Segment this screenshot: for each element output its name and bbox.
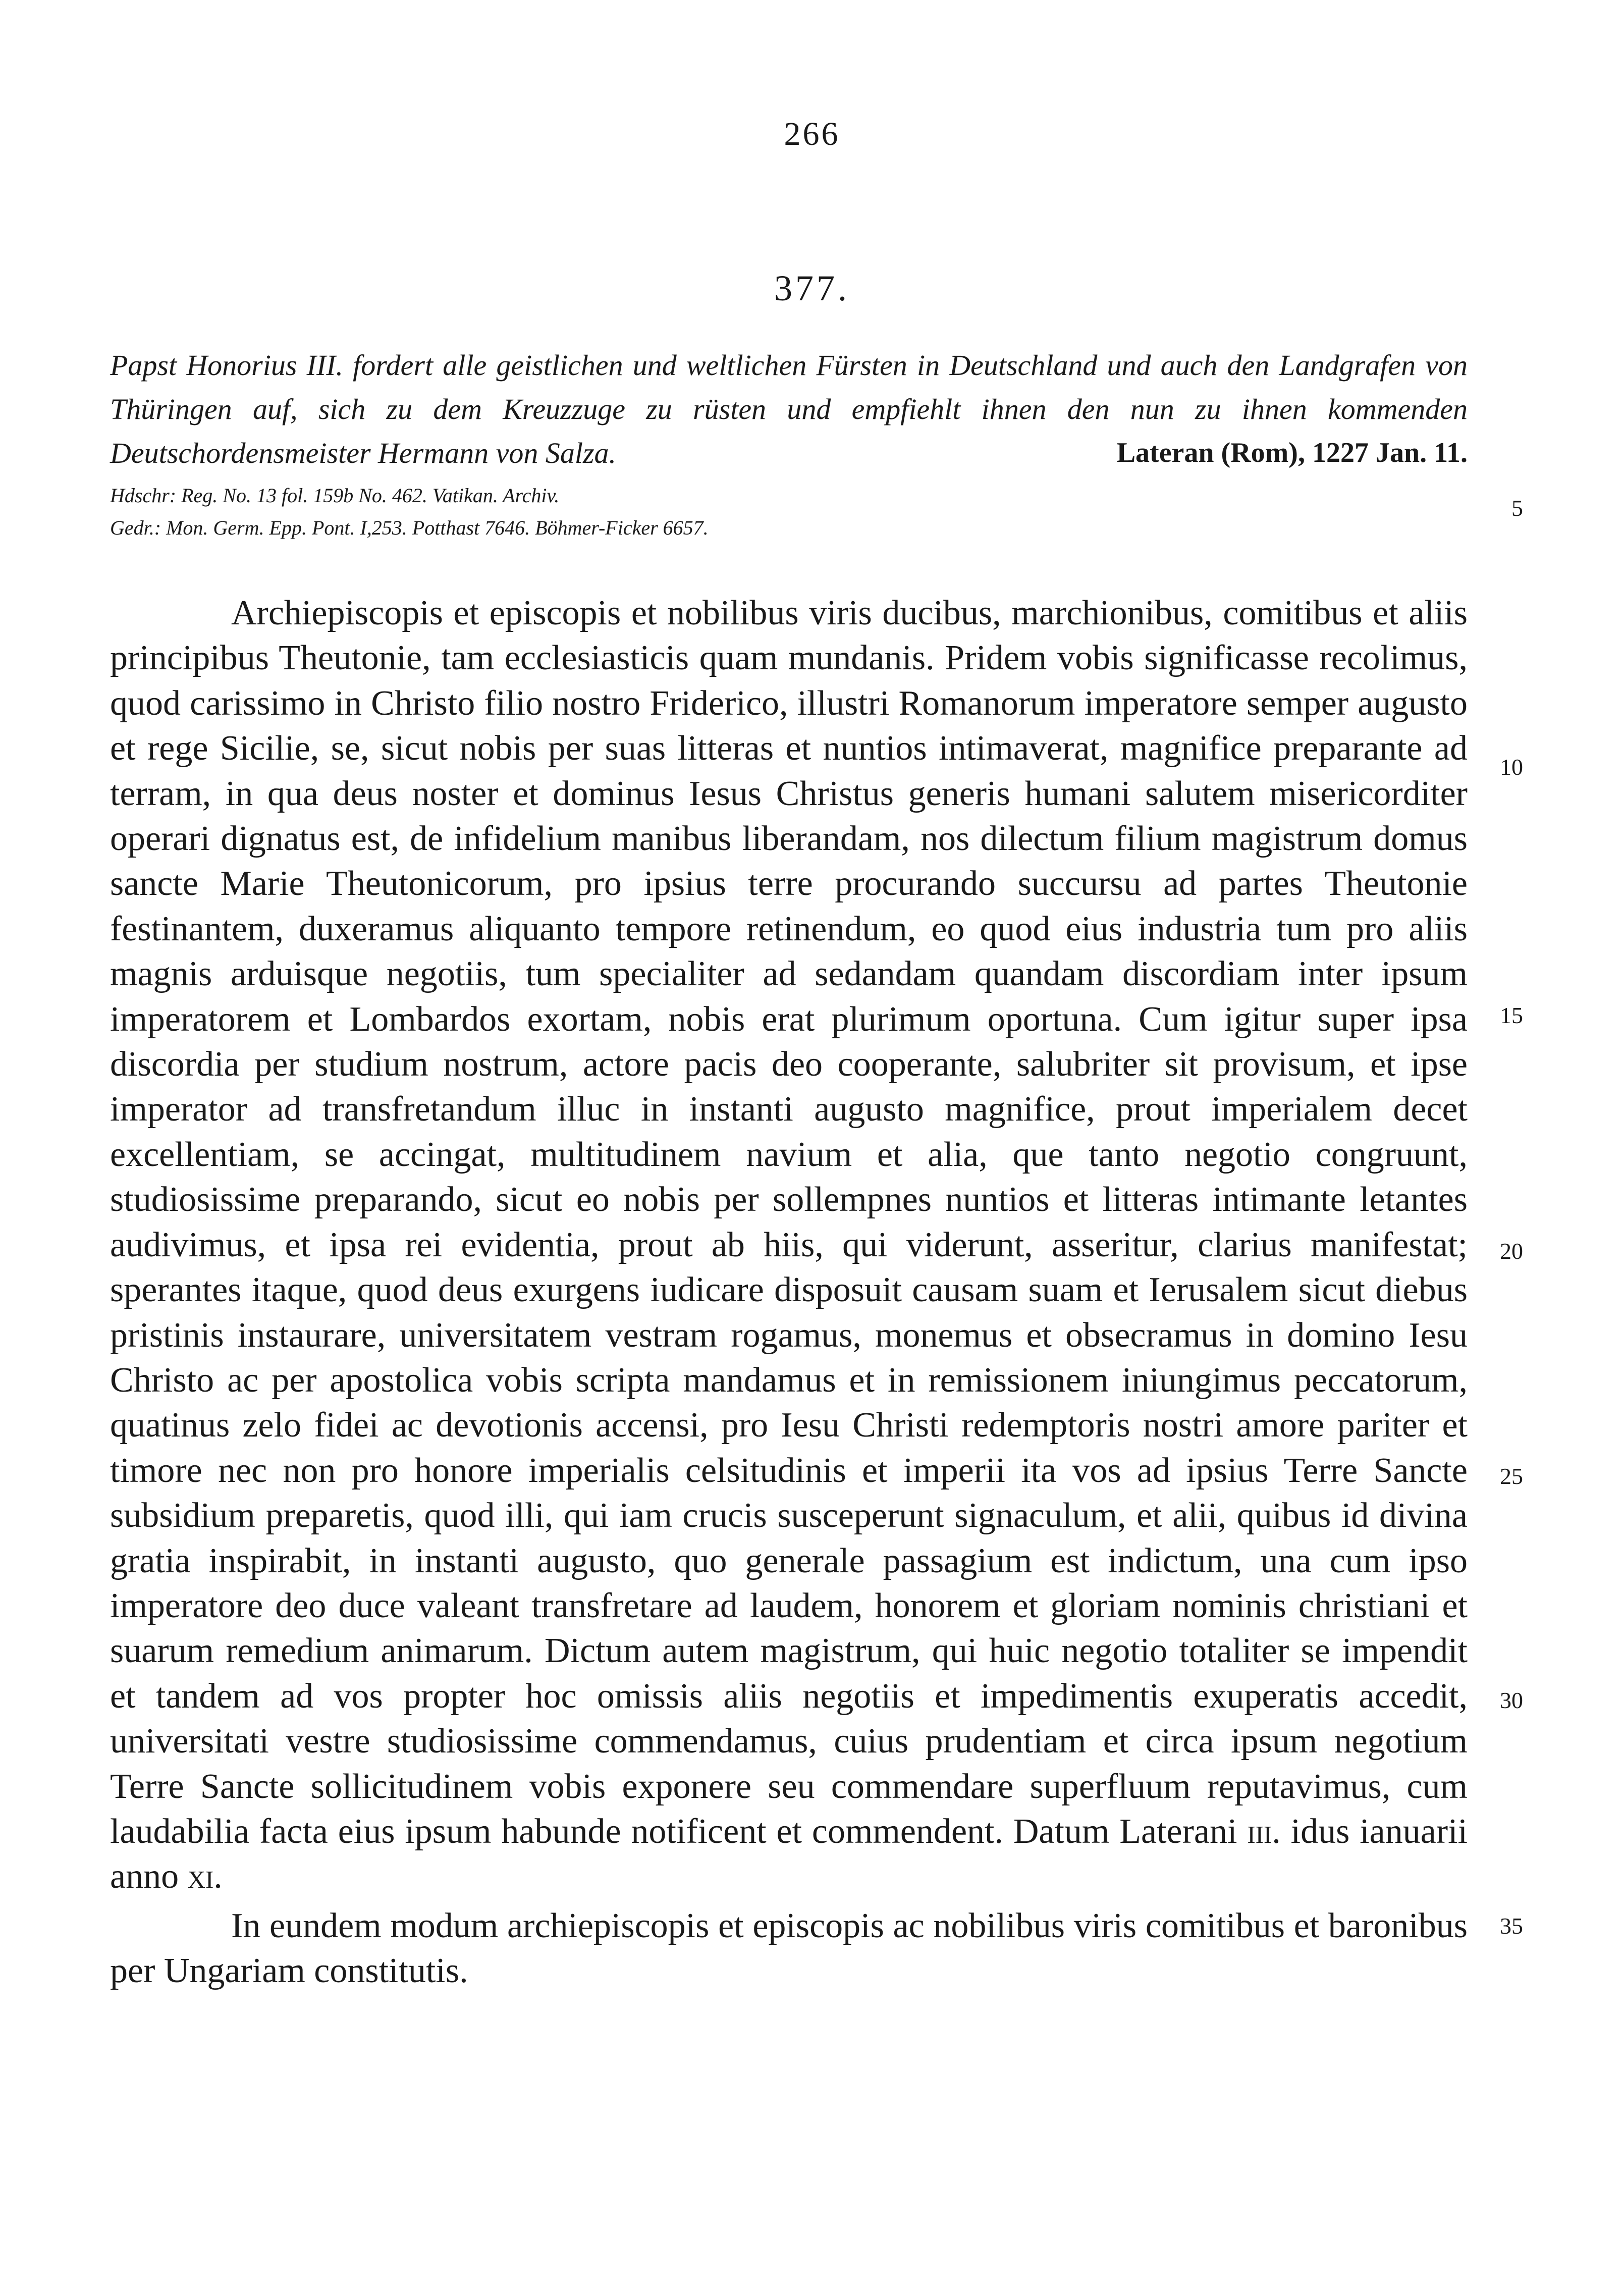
year-roman-numeral: xi.: [187, 1857, 223, 1896]
margin-line-number: 5: [1511, 495, 1523, 521]
paragraph-1: [110, 591, 1468, 1899]
source-manuscript: Hdschr: Reg. No. 13 fol. 159b No. 462. Vatikan. Archiv.: [110, 484, 560, 507]
margin-line-number: 30: [1500, 1687, 1523, 1713]
place-date: Lateran (Rom), 1227 Jan. 11.: [1116, 437, 1468, 468]
margin-line-number: 35: [1500, 1913, 1523, 1939]
margin-line-number: 25: [1500, 1463, 1523, 1489]
source-references: [110, 480, 1321, 544]
source-printed: Gedr.: Mon. Germ. Epp. Pont. I,253. Potthast 7646. Böhmer-Ficker 6657.: [110, 516, 709, 539]
paragraph-2: In eundem modum archiepiscopis et episcopis ac nobilibus viris comitibus et baronibus per Ungariam constitutis.: [110, 1906, 1468, 1991]
letter-body: [110, 591, 1468, 1994]
document-number: 377.: [774, 268, 850, 308]
date-roman-numeral: iii.: [1247, 1812, 1281, 1851]
margin-line-number: 20: [1500, 1238, 1523, 1264]
margin-line-number: 15: [1500, 1002, 1523, 1028]
regest-summary: [110, 343, 1468, 475]
page-number: 266: [784, 116, 840, 152]
margin-line-number: 10: [1500, 754, 1523, 780]
regest-text: Papst Honorius III. fordert alle geistlichen und weltlichen Fürsten in Deutschland und auch den Landgrafen von Thüringen auf, sich zu dem Kreuzzuge zu rüsten und empfiehlt ihnen den nun zu ihnen kommenden Deutschordensmeister Hermann von Salza.: [110, 349, 1468, 469]
paragraph-1-end: idus ianuarii anno: [110, 1812, 1468, 1896]
paragraph-1-main: Archiepiscopis et episcopis et nobilibus viris ducibus, marchionibus, comitibus et aliis principibus Theutonie, tam ecclesiasticis quam mundanis. Pridem vobis significasse recolimus, quod carissimo in Christo filio nostro Friderico, illustri Romanorum imperatore semper augusto et rege Sicilie, se, sicut nobis per suas litteras et nuntios intimaverat, magnifice preparante ad terram, in qua deus noster et dominus Iesus Christus generis humani salutem misericorditer operari dignatus est, de infidelium manibus liberandam, nos dilectum filium magistrum domus sancte Marie Theutonicorum, pro ipsius terre procurando succursu ad partes Theutonie festinantem, duxeramus aliquanto tempore retinendum, eo quod eius industria tum pro aliis magnis arduisque negotiis, tum specialiter ad sedandam quandam discordiam inter ipsum imperatorem et Lombardos exortam, nobis erat plurimum oportuna. Cum igitur super ipsa discordia per studium nostrum, actore pacis deo cooperante, salubriter sit provisum, et ipse imperator ad transfretandum illuc in instanti augusto magnifice, prout imperialem decet excellentiam, se accingat, multitudinem navium et alia, que tanto negotio congruunt, studiosissime preparando, sicut eo nobis per sollempnes nuntios et litteras intimante letantes audivimus, et ipsa rei evidentia, prout ab hiis, qui viderunt, asseritur, clarius manifestat; sperantes itaque, quod deus exurgens iudicare disposuit causam suam et Ierusalem sicut diebus pristinis instaurare, universitatem vestram rogamus, monemus et obsecramus in domino Iesu Christo ac per apostolica vobis scripta mandamus et in remissionem iniungimus peccatorum, quatinus zelo fidei ac devotionis accensi, pro Iesu Christi redemptoris nostri amore pariter et timore nec non pro honore imperialis celsitudinis et imperii ita vos ad ipsius Terre Sancte subsidium preparetis, quod illi, qui iam crucis susceperunt signaculum, et alii, quibus id divina gratia inspirabit, in instanti augusto, quo generale passagium est indictum, una cum ipso imperatore deo duce valeant transfretare ad laudem, honorem et gloriam nominis christiani et suarum remedium animarum. Dictum autem magistrum, qui huic negotio totaliter se impendit et tandem ad vos propter hoc omissis aliis negotiis et impedimentis exuperatis accedit, universitati vestre studiosissime commendamus, cuius prudentiam et circa ipsum negotium Terre Sancte sollicitudinem vobis exponere seu commendare superfluum reputavimus, cum laudabilia facta eius ipsum habunde notificent et commendent. Datum Laterani: [110, 594, 1468, 1851]
